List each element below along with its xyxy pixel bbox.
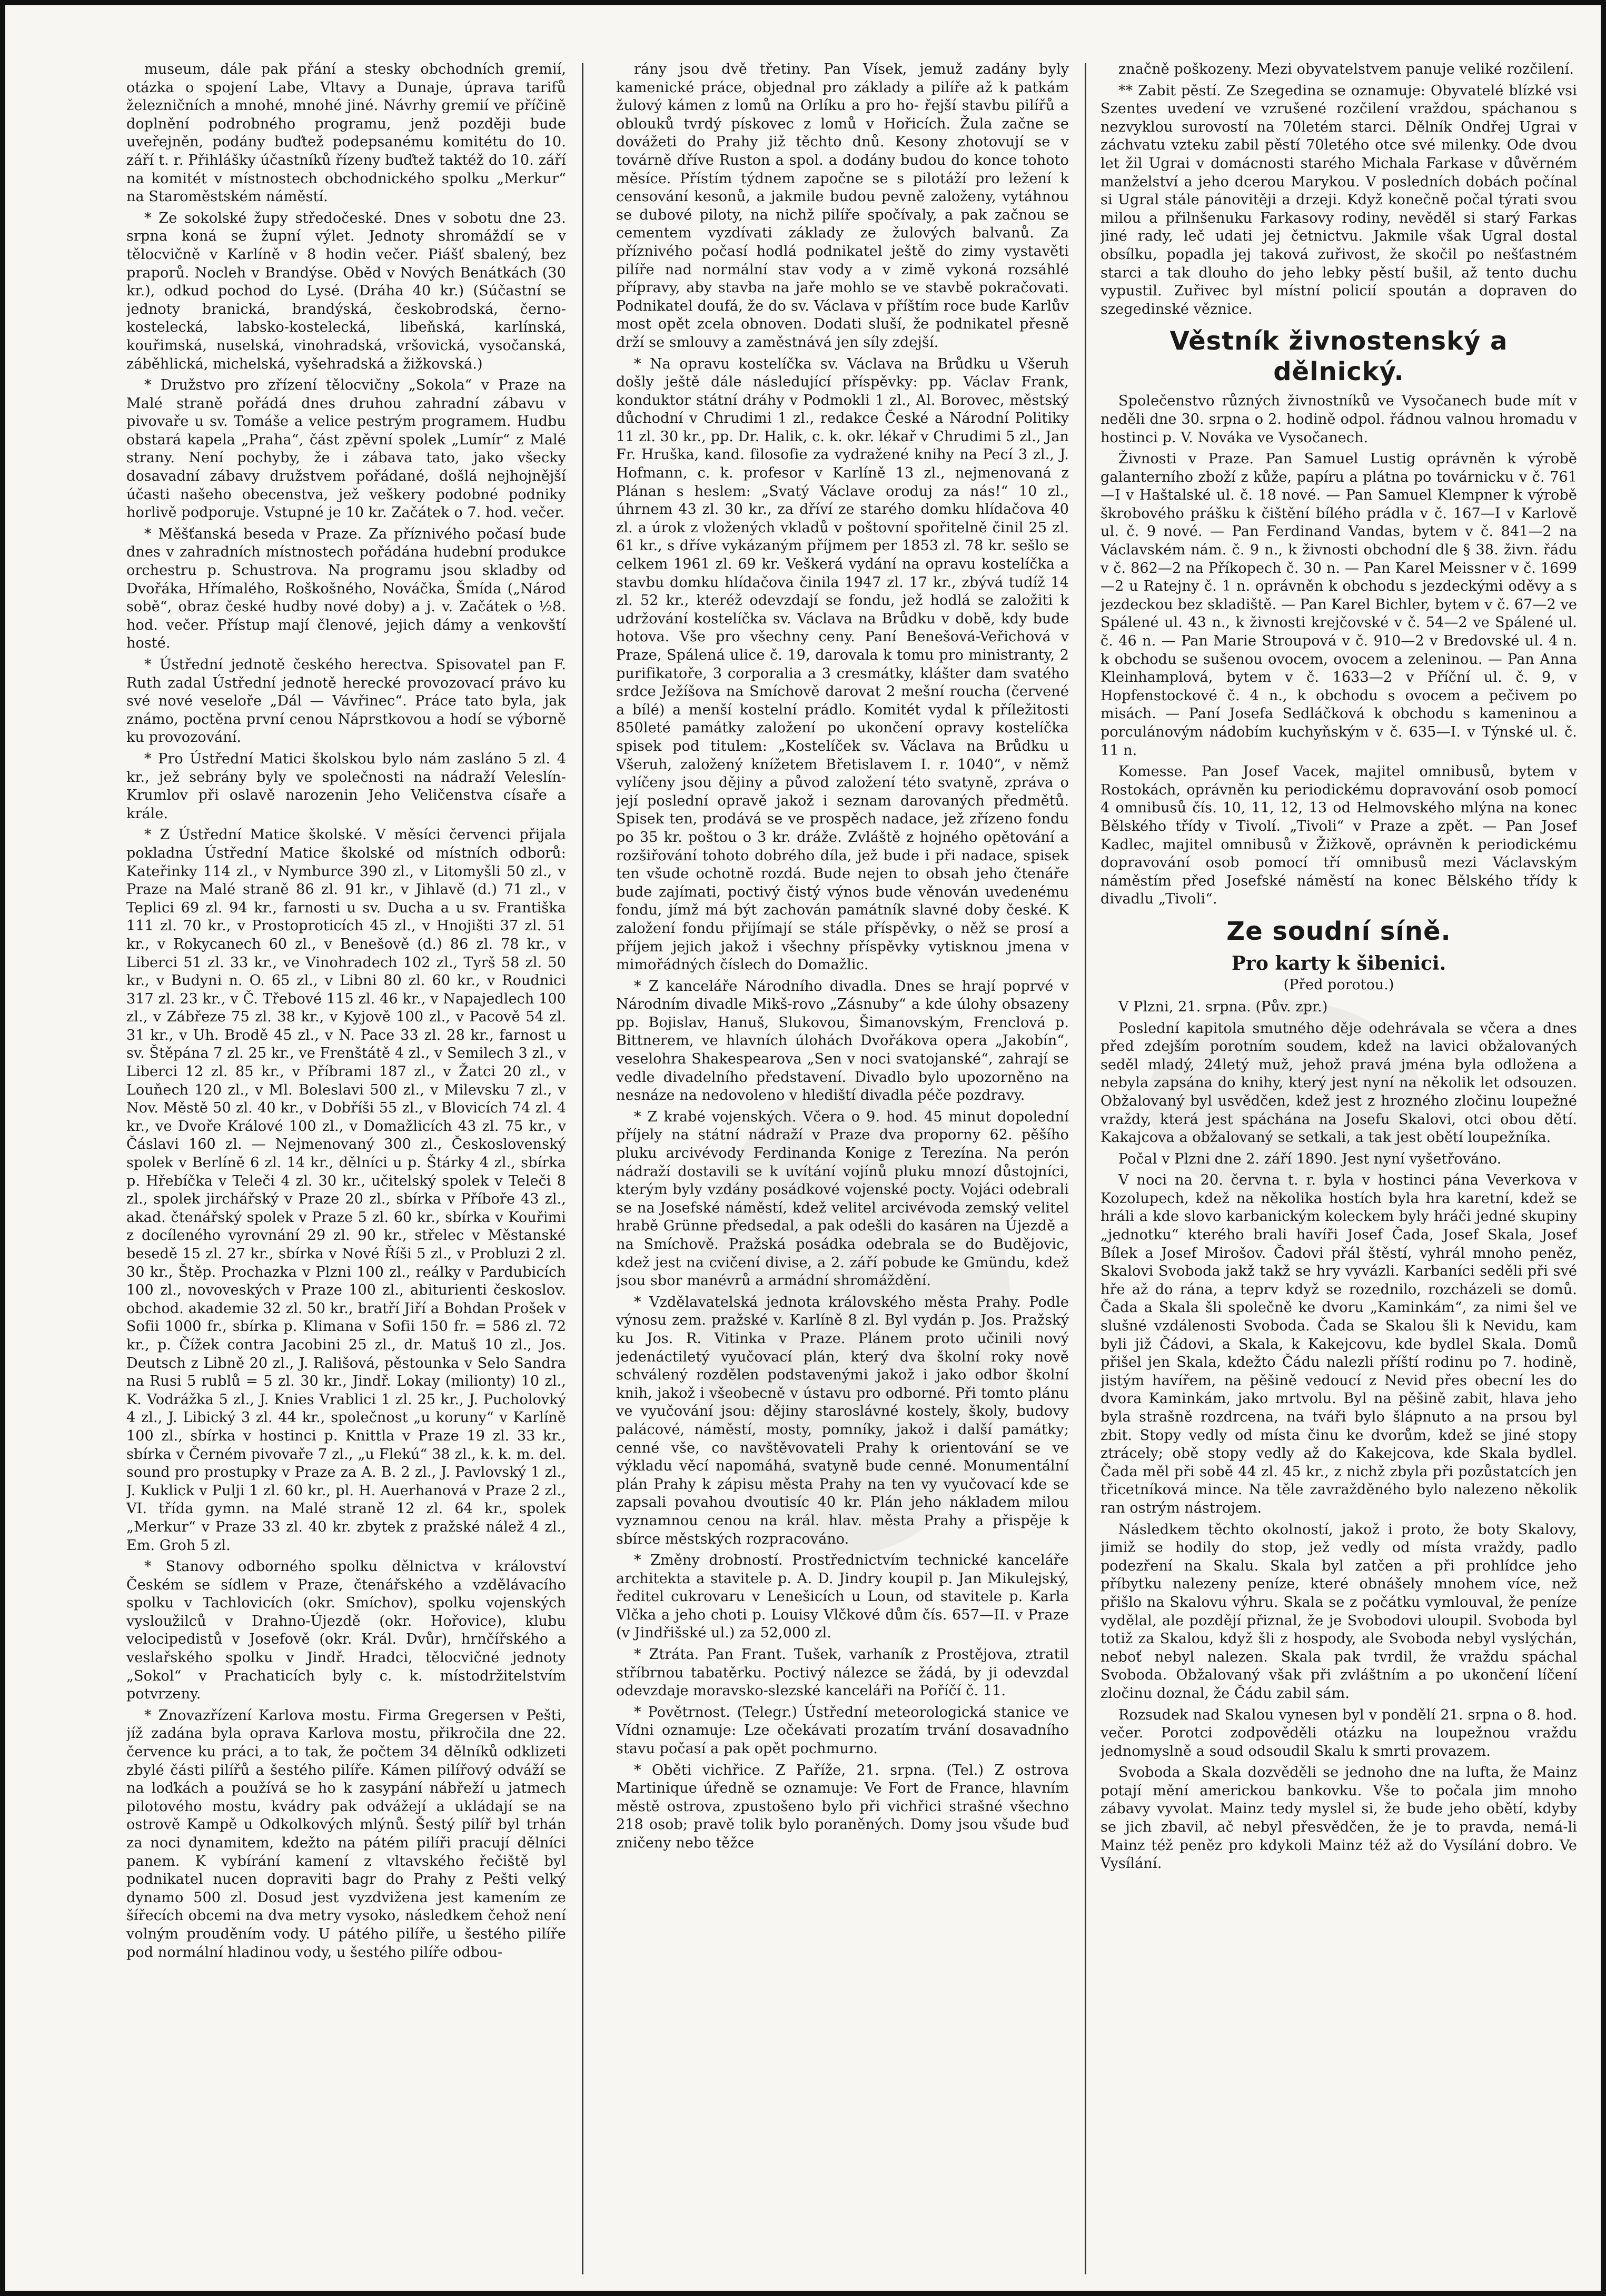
news-item: * Znovazřízení Karlova mostu. Firma Gregersen v Pešti, jíž zadána byla oprava Karlova mostu, přikročila dne 22. července ku práci, a to tak, že počtem 34 dělníků odklizeti zbylé části pilířů a šestého pilíře. Kámen pilířový odváží se na loďkách a používá se ho k zasypání nábřeží u jatmech pilotového mostu, kvádry pak odvážejí a ukládají se na ostrově Kampě u Odkolkových mlýnů. Šestý pilíř byl trhán za noci dynamitem, kdežto na pátém pilíři pracují dělníci panem. K vybírání kamení z vltavského řečiště byl podnikatel nucen dopraviti bagr do Prahy z Pešti velký dynamo 500 zl. Dosud jest vyzdvižena jest kamením ze šířecích obcemi na dva metry vysoko, následkem čehož není volným prouděním vody. U pátého pilíře, u šestého pilíře pod normální hladinou vody, u šestého pilíře odbou- (126, 1707, 566, 1961)
news-item: značně poškozeny. Mezi obyvatelstvem panuje veliké rozčilení. (1118, 61, 1574, 77)
article-subtitle: (Před porotou.) (1283, 976, 1394, 993)
news-item: * Z krabé vojenských. Včera o 9. hod. 45 minut dopolední příjely na státní nádraží v Praze dva proporny 62. pěšího pluku arcivévody Ferdinanda Konige z Terezína. Na perón nádraží dostavili se k uvítání vojínů pluku mnozí důstojníci, kterým byly vzdány posádkové vojenské pocty. Vojáci odebrali se na Josefské náměstí, kdež velitel arcivévoda zemský velitel hrabě Grünne předsedal, a pak odešli do kasáren na Újezdě a na Smíchově. Pražská posádka odebrala se do Budějovic, kdež jest na cvičení divise, a 2. září pobude ke Gmündu, kdež jsou sbor manévrů a armádní shromáždění. (616, 1108, 1069, 1289)
news-item: Živnosti v Praze. Pan Samuel Lustig oprávněn k výrobě galanterního zboží z kůže, papíru a plátna po továrnicku v č. 761—I v Haštalské ul. č. 18 nové. — Pan Samuel Klempner k výrobě škrobového prášku k čištění bílého prádla v č. 167—I v Karlově ul. č. 9 nové. — Pan Ferdinand Vandas, bytem v č. 841—2 na Václavském nám. č. 9 n., k živnosti obchodní dle § 38. živn. řádu v č. 862—2 na Příkopech č. 30 n. — Pan Karel Meissner v č. 1699—2 u Ratejny č. 1 n. oprávněn k obchodu s jezdeckými oděvy a s jezdeckou bez skladiště. — Pan Karel Bichler, bytem v č. 67—2 ve Spálené ul. 43 n., k živnosti krejčovské v č. 54—2 ve Spálené ul. č. 46 n. — Pan Marie Stroupová v č. 910—2 v Bredovské ul. 4 n. k obchodu se sušenou ovocem, ovocem a zeleninou. — Pan Anna Kleinhamplová, bytem v č. 1633—2 v Příční ul. č. 9, v Hopfenstockové č. 4 n., k obchodu s ovocem a pečivem po misách. — Paní Josefa Sedláčková k obchodu s kameninou a porculánovým nádobím kuchyňským v č. 635—I. v Týnské ul. č. 11 n. (1101, 451, 1577, 759)
news-item: * Pro Ústřední Matici školskou bylo nám zasláno 5 zl. 4 kr., jež sebrány byly ve společnosti na nádraží Veleslín-Krumlov při oslavě narozenin Jeho Veličenstva císaře a krále. (126, 750, 566, 822)
news-item: * Stanovy odborného spolku dělnictva v království Českém se sídlem v Praze, čtenářského a vzdělávacího spolku v Tachlovicích (okr. Smíchov), spolku vojenských vysloužilců v Drahno-Újezdě (okr. Hořovice), klubu velocipedistů v Josefově (okr. Král. Dvůr), hrnčířského a veslařského spolku v Jindř. Hradci, tělocvičné jednoty „Sokol“ v Prachaticích byly c. k. místodržitelstvím potvrzeny. (126, 1558, 566, 1703)
news-item: Následkem těchto okolností, jakož i proto, že boty Skalovy, jimiž se hodily do stop, jež vedly od místa vraždy, padlo podezření na Skalu. Skala byl zatčen a při prohlídce jeho příbytku nalezeny peníze, které obnášely mnohem více, než přišlo na Skalovu výhru. Skala se z počátku vymlouval, že peníze vydělal, ale pozdějí přiznal, že je Svobodovi uloupil. Svoboda byl totiž za Skalou, když šli z hospody, ale Svoboda nebyl vyslýchán, neboť nebyl nalezen. Skala pak tvrdil, že vraždu spáchal Svoboda. Obžalovaný však při zvláštním a po ukončení líčení zločinu doznal, že Čádu zabil sám. (1101, 1521, 1577, 1702)
article-title: Pro karty k šibenici. (1231, 952, 1446, 975)
news-item: Svoboda a Skala dozvěděli se jednoho dne na lufta, že Mainz potají mění americkou bankovku. Vše to počala jim mnoho zábavy vyvolat. Mainz tedy myslel si, že bude jeho obětí, kdyby se jich zbavil, ač nebyl přesvědčen, že je to pravda, nemá-li Mainz též peněz pro kdykoli Mainz též až do Vysílání dobro. Ve Vysílání. (1101, 1764, 1577, 1872)
news-item: * Ztráta. Pan Frant. Tušek, varhaník z Prostějova, ztratil stříbrnou tabatěrku. Poctivý nálezce se žádá, by ji odevzdal odevzdaje moravsko-slezské kanceláři na Poříčí č. 11. (616, 1646, 1069, 1699)
news-item: Společenstvo různých živnostníků ve Vysočanech bude mít v neděli dne 30. srpna o 2. hodině odpol. řádnou valnou hromadu v hostinci p. V. Nováka ve Vysočanech. (1101, 393, 1577, 446)
news-item: museum, dále pak přání a stesky obchodních gremií, otázka o spojení Labe, Vltavy a Dunaje, úprava tarifů železničních a mnohé, mnohé jiné. Návrhy gremií ve příčině doplnění podrobného programu, jenž později bude uveřejněn, podány buďtež podepsanému komitétu do 10. září t. r. Přihlášky účastníků řízeny buďtež taktéž do 10. září na komitét v místnostech obchodnického spolku „Merkur“ na Staroměstském náměstí. (126, 61, 566, 205)
column-rule-1 (582, 63, 583, 2274)
news-item: V noci na 20. června t. r. byla v hostinci pána Veverkova v Kozolupech, kdež na několika hostích byla hra karetní, kdež se hráli a kde slovo karbanickým koleckem byly hráči jedné skupiny „jednotku“ kterého brali havíři Josef Čada, Josef Skala, Josef Bílek a Josef Mirošov. Čadovi přál štěstí, vyhrál mnoho peněz, Skalovi Svoboda jakž takž se hry vyvázli. Karbaníci seděli při své hře až do rána, a teprv když se rozednilo, rozcházeli se domů. Čada a Skala šli společně ke dvoru „Kaminkám“, za nimi šel ve slušné vzdálenosti Svoboda. Čada se Skalou šli k Nevidu, kam byli již Čádovi, a Skala, k Kakejcovu, kde bydlel Skala. Domů přišel jen Skala, kdežto Čádu nalezli příští rodinu po 7. hodině, jistým havířem, na pěšině vedoucí z Nevid přes obecní les do dvora Kaminkám, jako mrtvolu. Byl na pěšině zabit, hlava jeho byla strašně rozdrcena, na tváři bylo šlápnuto a na prsou byl zbit. Stopy vedly od místa činu ke dvorům, kdež se jiné stopy ztrácely; obě stopy vedly až do Kakejcova, kde Skala bydlel. Čada měl při sobě 44 zl. 45 kr., z nichž zbyla při pozůstatcích jen třicetníková mince. Na těle zavražděného bylo nalezeno několik ran ostrým nástrojem. (1101, 1172, 1577, 1516)
news-item: rány jsou dvě třetiny. Pan Vísek, jemuž zadány byly kamenické práce, objednal pro základy a pilíře až k patkám žulový kámen z lomů na Orlíku a pro ho- řejší stavbu pilířů a oblouků tvrdý pískovec z lomů v Hořicích. Žula začne se dovážeti do Prahy již těchto dnů. Kesony zhotovují se v továrně dříve Ruston a spol. a dodány budou do konce tohoto měsíce. Přístím týdnem započne se s pilotáží pro ležení k censování kesonů, a jakmile budou pevně založeny, vytáhnou se dubové piloty, na nichž pilíře spočívaly, a pak začnou se cementem vyzdívati základy ze žulových balvanů. Za příznivého počasí hodlá podnikatel ještě do zimy vystavěti pilíře nad normální stav vody a v zimě vykoná rozsáhlé přípravy, aby stavba na jaře mohlo se ve stavbě pokračovati. Podnikatel doufá, že do sv. Václava v příštím roce bude Karlův most opět zcela obnoven. Dodati sluší, že podnikatel přesně drží se smlouvy a zaměstnává jen síly zdejší. (616, 61, 1069, 351)
news-item: Počal v Plzni dne 2. září 1890. Jest nyní vyšetřováno. (1118, 1150, 1502, 1167)
news-item: Rozsudek nad Skalou vynesen byl v pondělí 21. srpna o 8. hod. večer. Porotci zodpověděli otázku na loupežnou vraždu jednomyslně a soud odsoudil Skalu k smrti provazem. (1101, 1706, 1577, 1760)
scan-border-right (1601, 0, 1606, 2296)
column-2 (616, 61, 1069, 2277)
dateline: V Plzni, 21. srpna. (Pův. zpr.) (1118, 998, 1328, 1015)
news-item: * Z Ústřední Matice školské. V měsíci červenci přijala pokladna Ústřední Matice školské od místních odborů: Kateřinky 114 zl., v Nymburce 390 zl., v Litomyšli 50 zl., v Praze na Malé straně 86 zl. 91 kr., v Jihlavě (d.) 71 zl., v Teplici 69 zl. 94 kr., farnosti u sv. Ducha a u sv. Františka 111 zl. 70 kr., v Prostoproticích 45 zl., v Hnojišti 37 zl. 51 kr., v Rokycanech 60 zl., v Benešově (d.) 86 zl. 78 kr., v Liberci 51 zl. 33 kr., ve Vinohradech 102 zl., Tyrš 58 zl. 50 kr., v Budyni n. O. 65 zl., v Libni 80 zl. 60 kr., v Roudnici 317 zl. 23 kr., v Č. Třebové 115 zl. 46 kr., v Napajedlech 100 zl., v Zábřeze 75 zl. 38 kr., v Kyjově 100 zl., v Pacově 54 zl. 31 kr., v Uh. Brodě 45 zl., v N. Pace 33 zl. 28 kr., farnost u sv. Štěpána 7 zl. 25 kr., ve Frenštátě 4 zl., v Semilech 3 zl., v Liberci 12 zl. 85 kr., v Příbrami 187 zl., v Žatci 20 zl., v Louňech 120 zl., v Ml. Boleslavi 500 zl., v Milevsku 7 zl., v Nov. Městě 50 zl. 40 kr., v Dobříši 55 zl., v Blovicích 74 zl. 4 kr., ve Dvoře Králové 100 zl., v Domažlicích 43 zl. 75 kr., v Čáslavi 160 zl. — Nejmenovaný 300 zl., Československý spolek v Berlíně 6 zl. 14 kr., dělníci u p. Štárky 4 zl., sbírka p. Hřebíčka v Teleči 4 zl. 30 kr., učitelský spolek v Teleči 8 zl., spolek jirchářský v Praze 20 zl., sbírka v Příboře 43 zl., akad. čtenářský spolek v Praze 5 zl. 60 kr., sbírka v Kouřimi z docíleného vyrovnání 29 zl. 90 kr., střelec v Městanské besedě 15 zl. 27 kr., sbírka v Nové Říši 5 zl., v Probluzi 2 zl. 30 kr., Štěp. Prochazka v Plzni 100 zl., reálky v Pardubicích 100 zl., novoveských v Praze 100 zl., abiturienti českoslov. obchod. akademie 32 zl. 50 kr., bratří Jiří a Bohdan Prošek v Sofii 1000 fr., sbírka p. Klimana v Sofii 150 fr. = 586 zl. 72 kr., p. Čížek contra Jacobini 25 zl., dr. Matuš 10 zl., Jos. Deutsch z Libně 20 zl., J. Rališová, pěstounka v Selo Sandra na Rusi 5 rublů = 5 zl. 30 kr., Jindř. Lokay (milionty) 10 zl., K. Vodrážka 5 zl., J. Knies Vrablici 1 zl. 25 kr., J. Pucholovký 4 zl., J. Libický 3 zl. 44 kr., společnost „u koruny“ v Karlíně 100 zl., sbírka v hostinci p. Knittla v Praze 19 zl. 33 kr., sbírka v Černém pivovaře 7 zl., „u Flekú“ 38 zl., k. k. m. del. sound pro prostupky v Praze za A. B. 2 zl., J. Pavlovský 1 zl., J. Kuklick v Pulji 1 zl. 60 kr., pl. H. Auerhanová v Praze 2 zl., VI. třída gymn. na Malé straně 12 zl. 64 kr., spolek „Merkur“ v Praze 33 zl. 40 kr. zbytek z pražské nálež 4 zl., Em. Groh 5 zl. (126, 827, 566, 1554)
section-heading-soudni-sin: Ze soudní síně. (1226, 916, 1451, 946)
scan-border-left (0, 0, 5, 2296)
column-rule-2 (1085, 63, 1086, 2274)
news-item: * Povětrnost. (Telegr.) Ústřední meteorologická stanice ve Vídni oznamuje: Lze očekávati prozatím trvání dosavadního stavu počasí a pak opět pochmurno. (616, 1704, 1069, 1757)
news-item: * Ze sokolské župy středočeské. Dnes v sobotu dne 23. srpna koná se župní výlet. Jednoty shromáždí se v tělocvičně v Karlíně v 8 hodin večer. Piášť sbalený, bez praporů. Nocleh v Brandýse. Oběd v Nových Benátkách (30 kr.), odkud pochod do Lysé. (Dráha 40 kr.) (Súčastní se jednoty branická, brandýská, českobrodská, černo-kostelecká, labsko-kostelecká, libeňská, karlínská, kouřimská, nuselská, vinohradská, vršovická, vysočanská, záběhlická, michelská, vyšehradská a žižkovská.) (126, 210, 566, 372)
news-item: * Na opravu kostelíčka sv. Václava na Brůdku u Všeruh došly ještě dále následující příspěvky: pp. Václav Frank, konduktor státní dráhy v Podmokli 1 zl., Al. Borovec, městský důchodní v Chrudimi 1 zl., redakce České a Národní Politiky 11 zl. 30 kr., pp. Dr. Halik, c. k. okr. lékař v Chrudimi 5 zl., Jan Fr. Hruška, kand. filosofie za vydražené knihy na Pecí 3 zl., J. Hofmann, c. k. profesor v Karlíně 13 zl., nejmenovaná z Plánan s heslem: „Svatý Václave oroduj za nás!“ 10 zl., úhrnem 43 zl. 30 kr., za dříví ze starého domku hlídačova 40 zl. a úrok z vložených vkladů v poštovní spořitelně činil 25 zl. 61 kr., s dříve vykázaným příjmem per 1853 zl. 78 kr. sešlo se celkem 1961 zl. 69 kr. Veškerá vydání na opravu kostelíčka a stavbu domku hlídačova činila 1947 zl. 17 kr., zbývá tudíž 14 zl. 52 kr., kteréž odevzdají se fondu, jež hodlá se založiti k udržování kostelíčka sv. Václava na Brůdku v době, kdy bude hotova. Vše pro všechny ceny. Paní Benešová-Veřichová v Praze, Spálená ulice č. 19, darovala k tomu pro ministranty, 2 purifikatoře, 3 corporalia a 3 cresmátky, klášter dam svatého srdce Ježíšova na Smíchově darovat 2 mešní roucha (červené a bílé) a menší kostelní prádlo. Komitét vydal k příležitosti 850leté památky založení po ukončení opravy kostelíčka spisek pod titulem: „Kostelíček sv. Václava na Brůdku u Všeruh, založený knížetem Břetislavem I. r. 1040“, v němž vylíčeny jsou dějiny a původ založení této svatyně, zpráva o její poslední opravě jakož i seznam darovaných předmětů. Spisek ten, prodává se ve prospěch nadace, jež zřízeno fondu po 35 kr. poštou o 3 kr. dráže. Zvláště z hojného opětování a rozšiřování tohoto dobrého díla, jež bude i při nadace, spisek ten všude ochotně rozdá. Bude nejen to obsah jeho čtenáře bude zajímati, poctivý čistý výnos bude věnován uvedenému fondu, jímž má být zachován památník slavné doby české. K založení fondu přijímají se stále příspěvky, o něž se prosí a příjem jejich jakož i všechny příspěvky vytisknou jmena v mimořádných číslech do Domažlic. (616, 355, 1069, 973)
news-item: * Ústřední jednotě českého herectva. Spisovatel pan F. Ruth zadal Ústřední jednotě herecké provozovací právo ku své nové veseloře „Dál — Vávřinec“. Práce tato byla, jak známo, poctěna první cenou Náprstkovou a hodí se výborně ku provozování. (126, 657, 566, 746)
news-item: * Měšťanská beseda v Praze. Za příznivého počasí bude dnes v zahradních místnostech pořádána hudební produkce orchestru p. Schustrova. Na programu jsou skladby od Dvořáka, Hřímalého, Roškošného, Nováčka, Šmída („Národ sobě“, obraz české hudby nové doby) a j. v. Začátek o ½8. hod. večer. Přístup mají členové, jejich dámy a venkovští hosté. (126, 525, 566, 652)
news-item: * Z kanceláře Národního divadla. Dnes se hrají poprvé v Národním divadle Mikš-rovo „Zásnuby“ a kde úlohy obsazeny pp. Bojislav, Hanuš, Slukovou, Šimanovským, Frenclová p. Bittnerem, ve hlavních úlohách Dvořákova opera „Jakobín“, veselohra Shakespearova „Sen v noci svatojanské“, zahrají se vedle divadelního představení. Divadlo bylo upozorněno na nesnáze na nedovoleno v hlediští divadla péče pozdravy. (616, 978, 1069, 1104)
scan-border-bottom (0, 2291, 1606, 2296)
news-item: * Vzdělavatelská jednota královského města Prahy. Podle výnosu zem. pražské v. Karlíně 8 zl. Byl vydán p. Jos. Pražský ku Jos. R. Vitinka v Praze. Plánem proto učinili nový jedenáctiletý vyučovací plán, který dva školní roky nově schválený rozdělen podstavenými jakož i jako odbor školní knih, jakož i všeobecně v ústavu pro odborné. Při tomto plánu ve vyučování jsou: dějiny staroslávné kostely, školy, budovy palácové, náměstí, mosty, pomníky, jakož i další památky; cenné vše, co navštěvovateli Prahy k orientování se ve výkladu věcí napomáhá, svatyně bude cenné. Monumentální plán Prahy k zápisu města Prahy na ten vy vyučovací kde se zapsali povahou dvoutisíc 40 kr. Plán jeho nákladem milou vyznamnou cenou na král. hlav. města Prahy a přispěje k sbírce městských rozpracováno. (616, 1294, 1069, 1547)
column-3 (1101, 61, 1577, 2277)
news-item: * Změny drobností. Prostřednictvím technické kanceláře architekta a stavitele p. A. D. Jindry koupil p. Jan Mikulejský, ředitel cukrovaru v Lenešicích u Loun, od stavitele p. Karla Vlčka a jeho choti p. Louisy Vlčkové dům čís. 657—II. v Praze (v Jindřišské ul.) za 52,000 zl. (616, 1552, 1069, 1642)
scan-border-top (0, 0, 1606, 5)
news-item: * Oběti vichřice. Z Paříže, 21. srpna. (Tel.) Z ostrova Martinique úředně se oznamuje: Ve Fort de France, hlavním městě ostrova, zpustošeno bylo při vichřici strašné všechno 218 osob; pravě tolik bylo poraněných. Domy jsou všude buď zničeny nebo těžce (616, 1762, 1069, 1851)
column-1 (126, 61, 566, 2277)
section-heading-vestnik: Věstník živnostenský a dělnický. (1169, 326, 1508, 387)
news-item: Komesse. Pan Josef Vacek, majitel omnibusů, bytem v Rostokách, oprávněn ku periodickému dopravování osob pomocí 4 omnibusů čís. 10, 11, 12, 13 od Helmovského mlýna na konec Bělského třídy v Tivolí. „Tivoli“ v Praze a zpět. — Pan Josef Kadlec, majitel omnibusů v Žižkově, oprávněn k periodickému dopravování osob pomocí tří omnibusů mezi Václavským náměstím před Josefské náměstí na konec Bělského třídy k divadlu „Tivoli“. (1101, 763, 1577, 908)
news-item: ** Zabit pěstí. Ze Szegedina se oznamuje: Obyvatelé blízké vsi Szentes uvedení ve vzrušené rozčilení vraždou, spáchanou s nezvyklou surovostí na 70letém starci. Dělník Ondřej Ugrai v záchvatu vzteku zabil pěstí 70letého otce své milenky. Ode dvou let žil Ugrai v domácnosti starého Michala Farkase v důvěrném manželství a jeho dcerou Marykou. V posledních dobách počínal si Ugral stále pánovitěji a drzeji. Když konečně počal týrati svou milou a přilnšenuku Farkasovy rodiny, nevěděl si starý Farkas jiné rady, leč udati jej četnictvu. Jakmile však Ugral dostal obsílku, popadla jej taková zuřivost, že skočil po nešťastném starci a tak dlouho do jeho lebky pěstí bušil, až tento duchu vypustil. Zuřivec byl místní policií spoután a dopraven do szegedinské věznice. (1101, 82, 1577, 317)
news-item: * Družstvo pro zřízení tělocvičny „Sokola“ v Praze na Malé straně pořádá dnes druhou zahradní zábavu v pivovaře u sv. Tomáše a velice pestrým programem. Hudbu obstará kapela „Praha“, část zpěvní spolek „Lumír“ z Malé strany. Není pochyby, že i zábava tato, jako všecky dosavadní zábavy družstvem pořádané, došlá nejhojnější účasti našeho obecenstva, jež veškery podobné podniky horlivě podporuje. Vstupné je 10 kr. Začátek o 7. hod. večer. (126, 377, 566, 521)
news-item: Poslední kapitola smutného děje odehrávala se včera a dnes před zdejším porotním soudem, kdež na lavici obžalovaných seděl mladý, 24letý muž, jehož pravá jména byla odložena a nebyla zapsána do knihy, který jest nyní na několik let odsouzen. Obžalovaný byl usvědčen, kdež jest z hrozného zločinu loupežné vraždy, která jest spáchána na Josefu Skalovi, otci obou dětí. Kakajcova a obžalovaný se setkali, a tak jest obětí loupežníka. (1101, 1020, 1577, 1146)
